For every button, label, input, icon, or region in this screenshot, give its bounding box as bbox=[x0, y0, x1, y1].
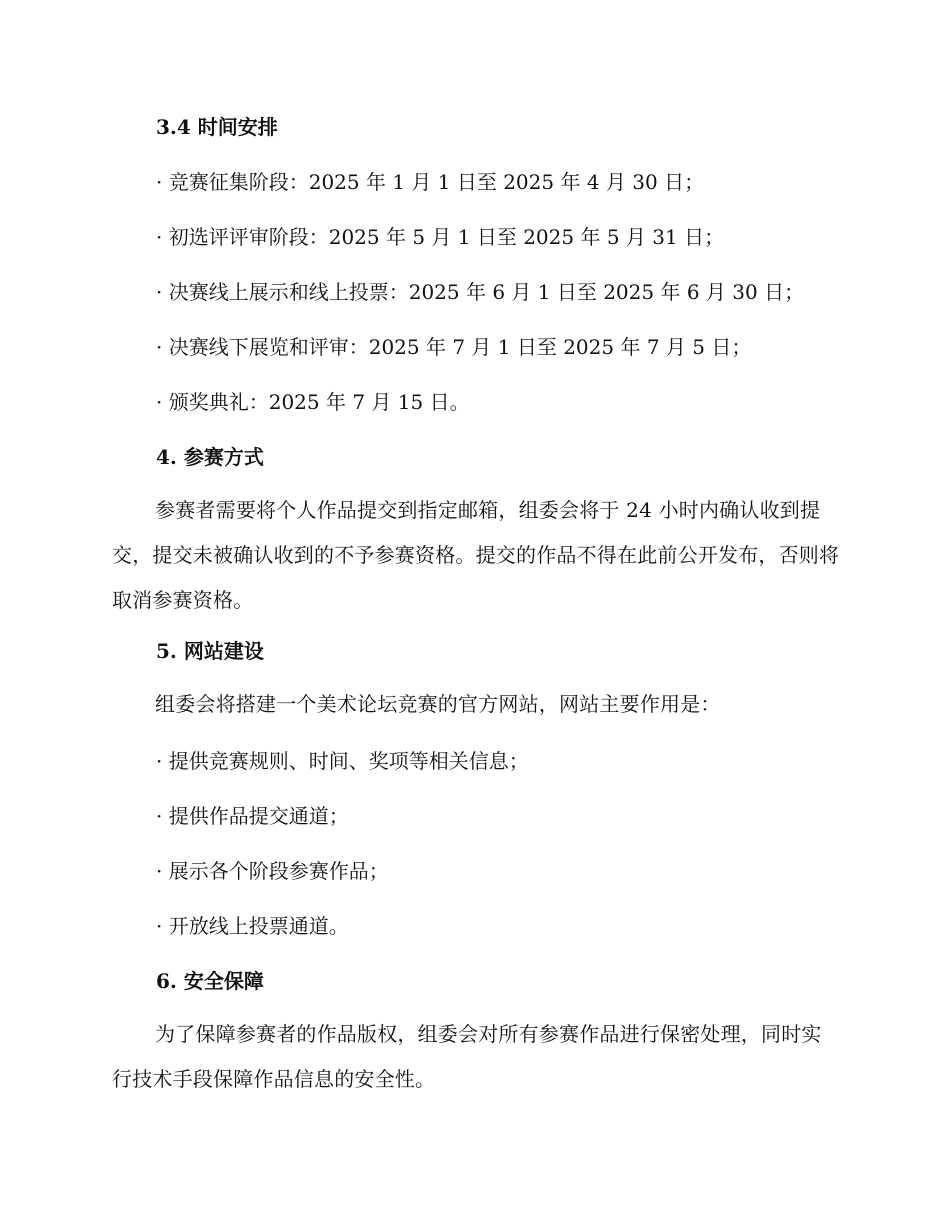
website-item-submission: · 提供作品提交通道； bbox=[156, 804, 349, 828]
section-5-intro: 组委会将搭建一个美术论坛竞赛的官方网站，网站主要作用是： bbox=[155, 692, 721, 716]
schedule-item-collection: · 竞赛征集阶段：2025 年 1 月 1 日至 2025 年 4 月 30 日； bbox=[156, 170, 705, 194]
schedule-item-ceremony: · 颁奖典礼：2025 年 7 月 15 日。 bbox=[156, 390, 470, 414]
section-5-heading: 5. 网站建设 bbox=[156, 639, 264, 663]
section-6-heading: 6. 安全保障 bbox=[156, 969, 264, 993]
website-item-info: · 提供竞赛规则、时间、奖项等相关信息； bbox=[156, 749, 529, 773]
website-item-showcase: · 展示各个阶段参赛作品； bbox=[156, 859, 389, 883]
schedule-item-preliminary: · 初选评评审阶段：2025 年 5 月 1 日至 2025 年 5 月 31 日； bbox=[156, 225, 725, 249]
section-3-4-heading: 3.4 时间安排 bbox=[156, 115, 278, 139]
website-item-voting: · 开放线上投票通道。 bbox=[156, 914, 349, 938]
section-4-heading: 4. 参赛方式 bbox=[156, 445, 264, 469]
section-4-paragraph: 参赛者需要将个人作品提交到指定邮箱，组委会将于 24 小时内确认收到提交，提交未被确认收到的不予参赛资格。提交的作品不得在此前公开发布，否则将取消参赛资格。 bbox=[112, 498, 840, 612]
schedule-item-online-final: · 决赛线上展示和线上投票：2025 年 6 月 1 日至 2025 年 6 月 30 日； bbox=[156, 280, 805, 304]
schedule-item-offline-final: · 决赛线下展览和评审：2025 年 7 月 1 日至 2025 年 7 月 5 日； bbox=[156, 335, 752, 359]
section-6-paragraph: 为了保障参赛者的作品版权，组委会对所有参赛作品进行保密处理，同时实行技术手段保障作品信息的安全性。 bbox=[112, 1022, 822, 1091]
